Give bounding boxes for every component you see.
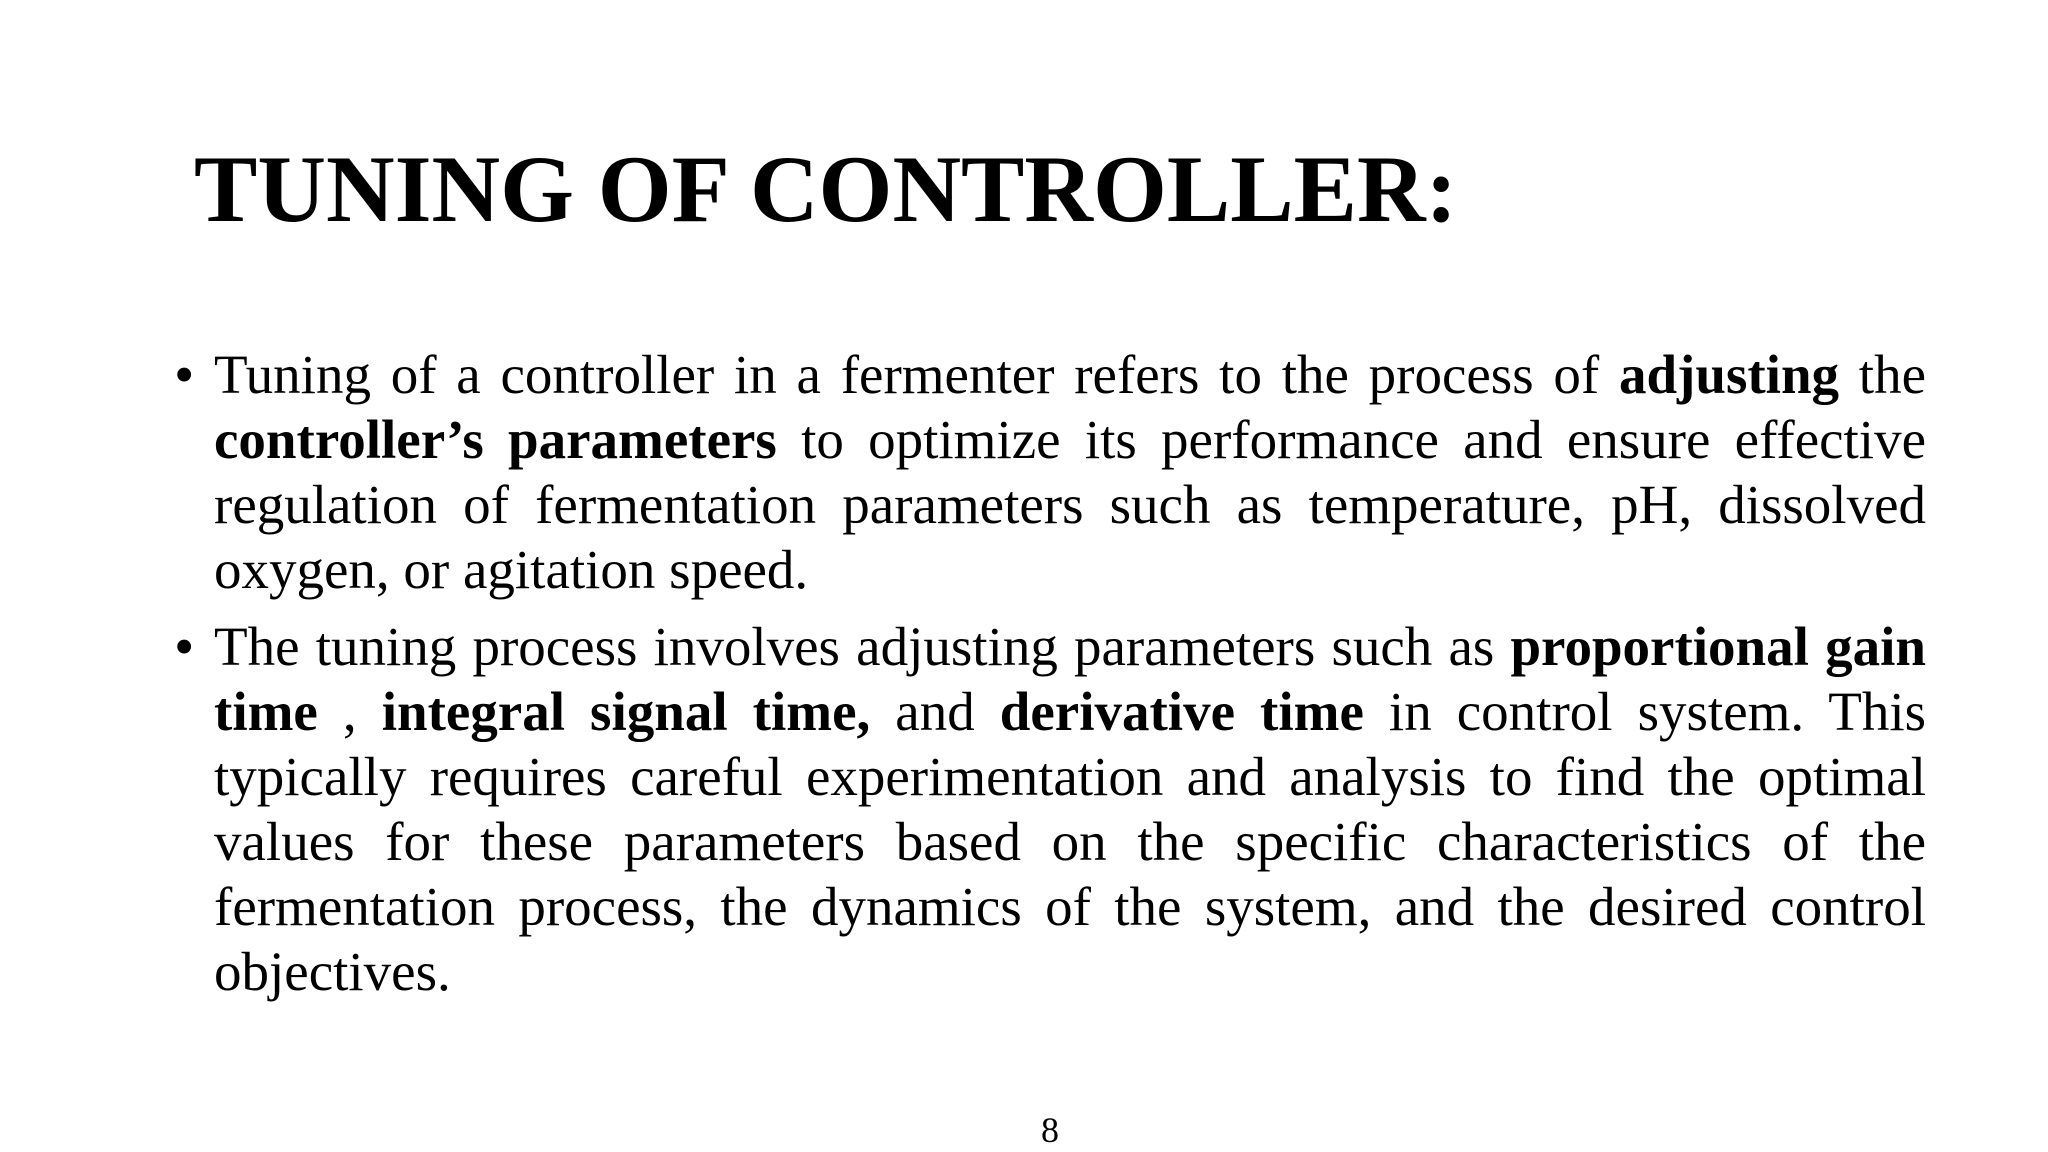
bullet-text-segment: in control system. This typically requires careful experimentation and analysis to find the optimal values for these parameters based on the specific characteristics of the fermentation process, the dynamics of the system, and the desired control objectives. <box>214 681 1927 1002</box>
bullet-text-segment: the <box>1839 344 1927 405</box>
bullet-bold-phrase: controller’s parameters <box>214 409 777 470</box>
bullet-bold-phrase: proportional gain time <box>214 616 1926 742</box>
page-number: 8 <box>1041 1110 1059 1150</box>
bullet-bold-phrase: integral signal time, <box>381 681 871 742</box>
slide-title: TUNING OF CONTROLLER: <box>194 136 1458 242</box>
bullet-text-segment: to optimize its performance and ensure effective regulation of fermentation parameters such as temperature, pH, dissolved oxygen, or agitation speed. <box>214 409 1926 600</box>
bullet-item <box>174 342 1926 602</box>
bullet-list <box>174 342 1926 1016</box>
bullet-text <box>214 342 1926 602</box>
bullet-point-icon: • <box>174 342 195 407</box>
bullet-text-segment: and <box>870 681 1000 742</box>
bullet-text-segment: Tuning of a controller in a fermenter refers to the process of <box>214 344 1619 405</box>
bullet-bold-phrase: adjusting <box>1618 344 1840 405</box>
bullet-text-segment: The tuning process involves adjusting parameters such as <box>214 616 1511 677</box>
bullet-point-icon: • <box>174 614 195 679</box>
bullet-item <box>174 614 1926 1004</box>
bullet-bold-phrase: derivative time <box>999 681 1364 742</box>
bullet-text-segment: , <box>317 681 382 742</box>
bullet-text <box>214 614 1926 1004</box>
